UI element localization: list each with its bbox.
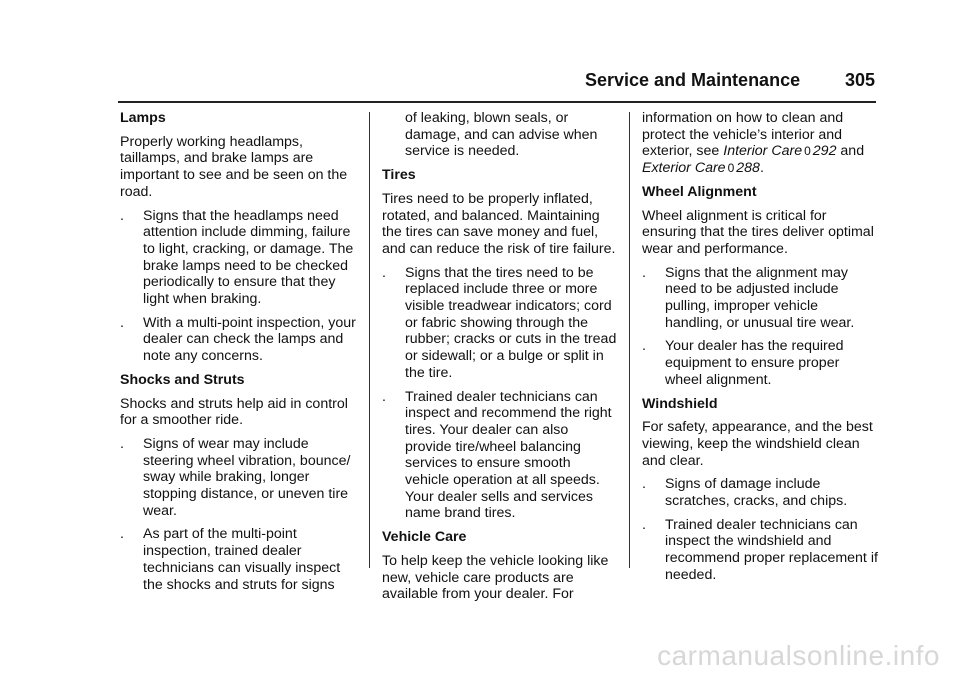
lamps-heading: Lamps <box>120 110 166 126</box>
bullet-mark: . <box>642 338 646 355</box>
list-item <box>642 476 878 509</box>
page-reference-icon: 0 <box>804 144 811 159</box>
vehicle-care-heading: Vehicle Care <box>382 529 467 546</box>
bullet-mark: . <box>120 435 124 452</box>
bullet-mark: . <box>120 207 124 224</box>
page-header <box>585 70 875 98</box>
list-item-text: Signs of damage include scratches, cracks, and chips. <box>665 476 848 510</box>
watermark: carmanualsonline.info <box>657 640 940 671</box>
column-2 <box>382 110 618 610</box>
vehicle-care-continuation <box>642 110 878 177</box>
care-text: information on how to clean and protect the vehicle’s interior and exterior, see <box>642 110 844 160</box>
list-item <box>382 265 618 382</box>
list-item-text: With a multi-point inspection, your dealer can check the lamps and note any concerns. <box>143 314 356 365</box>
header-rule <box>118 101 876 103</box>
list-item-text: Signs of wear may include steering wheel vibration, bounce/ sway while braking, longer stopping distance, or uneven tire wear. <box>143 435 351 519</box>
bullet-mark: . <box>120 314 124 331</box>
list-item-text: Signs that the tires need to be replaced include three or more visible treadwear indicators; cord or fabric showing through the rubber; cracks or cuts in the tread or sidewall; or a bulge or split in the tire. <box>405 264 617 381</box>
list-item <box>120 436 360 520</box>
bullet-mark: . <box>642 476 646 493</box>
interior-care-reference[interactable] <box>723 143 836 159</box>
list-item-text: Signs that the headlamps need attention include dimming, failure to light, cracking, or damage. The brake lamps need to be checked periodically to ensure that they light when braking. <box>143 207 354 308</box>
tires-paragraph: Tires need to be properly inflated, rotated, and balanced. Maintaining the tires can save money and fuel, and can reduce the risk of tire failure. <box>382 190 616 257</box>
column-1 <box>120 110 360 600</box>
page-number: 305 <box>844 70 875 90</box>
wheel-alignment-paragraph: Wheel alignment is critical for ensuring that the tires deliver optimal wear and performance. <box>642 207 874 257</box>
care-text: and <box>840 143 865 160</box>
section-title: Service and Maintenance <box>585 70 801 90</box>
list-item <box>642 338 878 388</box>
bullet-mark: . <box>382 264 386 281</box>
windshield-heading: Windshield <box>642 395 718 412</box>
shocks-heading: Shocks and Struts <box>120 371 245 388</box>
list-item <box>120 315 360 365</box>
vehicle-care-paragraph: To help keep the vehicle looking like new, vehicle care products are available from your dealer. For <box>382 552 609 603</box>
reference-page: 292 <box>812 143 837 160</box>
list-item-text: Trained dealer technicians can inspect the windshield and recommend proper replacement if needed. <box>665 516 878 583</box>
windshield-paragraph: For safety, appearance, and the best viewing, keep the windshield clean and clear. <box>642 419 873 469</box>
list-item-text: As part of the multi-point inspection, trained dealer technicians can visually inspect the shocks and struts for signs <box>143 526 341 593</box>
bullet-mark: . <box>642 516 646 533</box>
list-item-text: Your dealer has the required equipment to ensure proper wheel alignment. <box>665 338 844 388</box>
shocks-continuation: of leaking, blown seals, or damage, and can advise when service is needed. <box>405 110 598 160</box>
list-item <box>120 526 360 593</box>
bullet-mark: . <box>382 388 386 405</box>
wheel-alignment-heading: Wheel Alignment <box>642 183 757 200</box>
bullet-mark: . <box>120 526 124 543</box>
column-divider <box>629 112 630 568</box>
care-text: . <box>759 160 764 177</box>
reference-title: Exterior Care <box>642 160 726 177</box>
list-item <box>120 208 360 308</box>
list-item <box>642 517 878 584</box>
exterior-care-reference[interactable] <box>642 160 760 176</box>
column-divider <box>369 112 370 568</box>
reference-title: Interior Care <box>723 143 803 160</box>
shocks-paragraph: Shocks and struts help aid in control for a smoother ride. <box>120 395 348 429</box>
page-reference-icon: 0 <box>727 161 735 176</box>
list-item-text: Trained dealer technicians can inspect and recommend the right tires. Your dealer can also provide tire/wheel balancing services to ensure smooth vehicle operation at all speeds. Your dealer sells and services name brand tires. <box>405 388 612 522</box>
list-item <box>642 265 878 332</box>
list-item <box>382 389 618 523</box>
list-item-text: Signs that the alignment may need to be adjusted include pulling, improper vehicle handling, or unusual tire wear. <box>665 264 855 331</box>
reference-page: 288 <box>736 160 760 177</box>
lamps-paragraph: Properly working headlamps, taillamps, and brake lamps are important to see and be seen on the road. <box>120 133 348 200</box>
column-3 <box>642 110 878 591</box>
tires-heading: Tires <box>382 167 416 184</box>
bullet-mark: . <box>642 264 646 281</box>
